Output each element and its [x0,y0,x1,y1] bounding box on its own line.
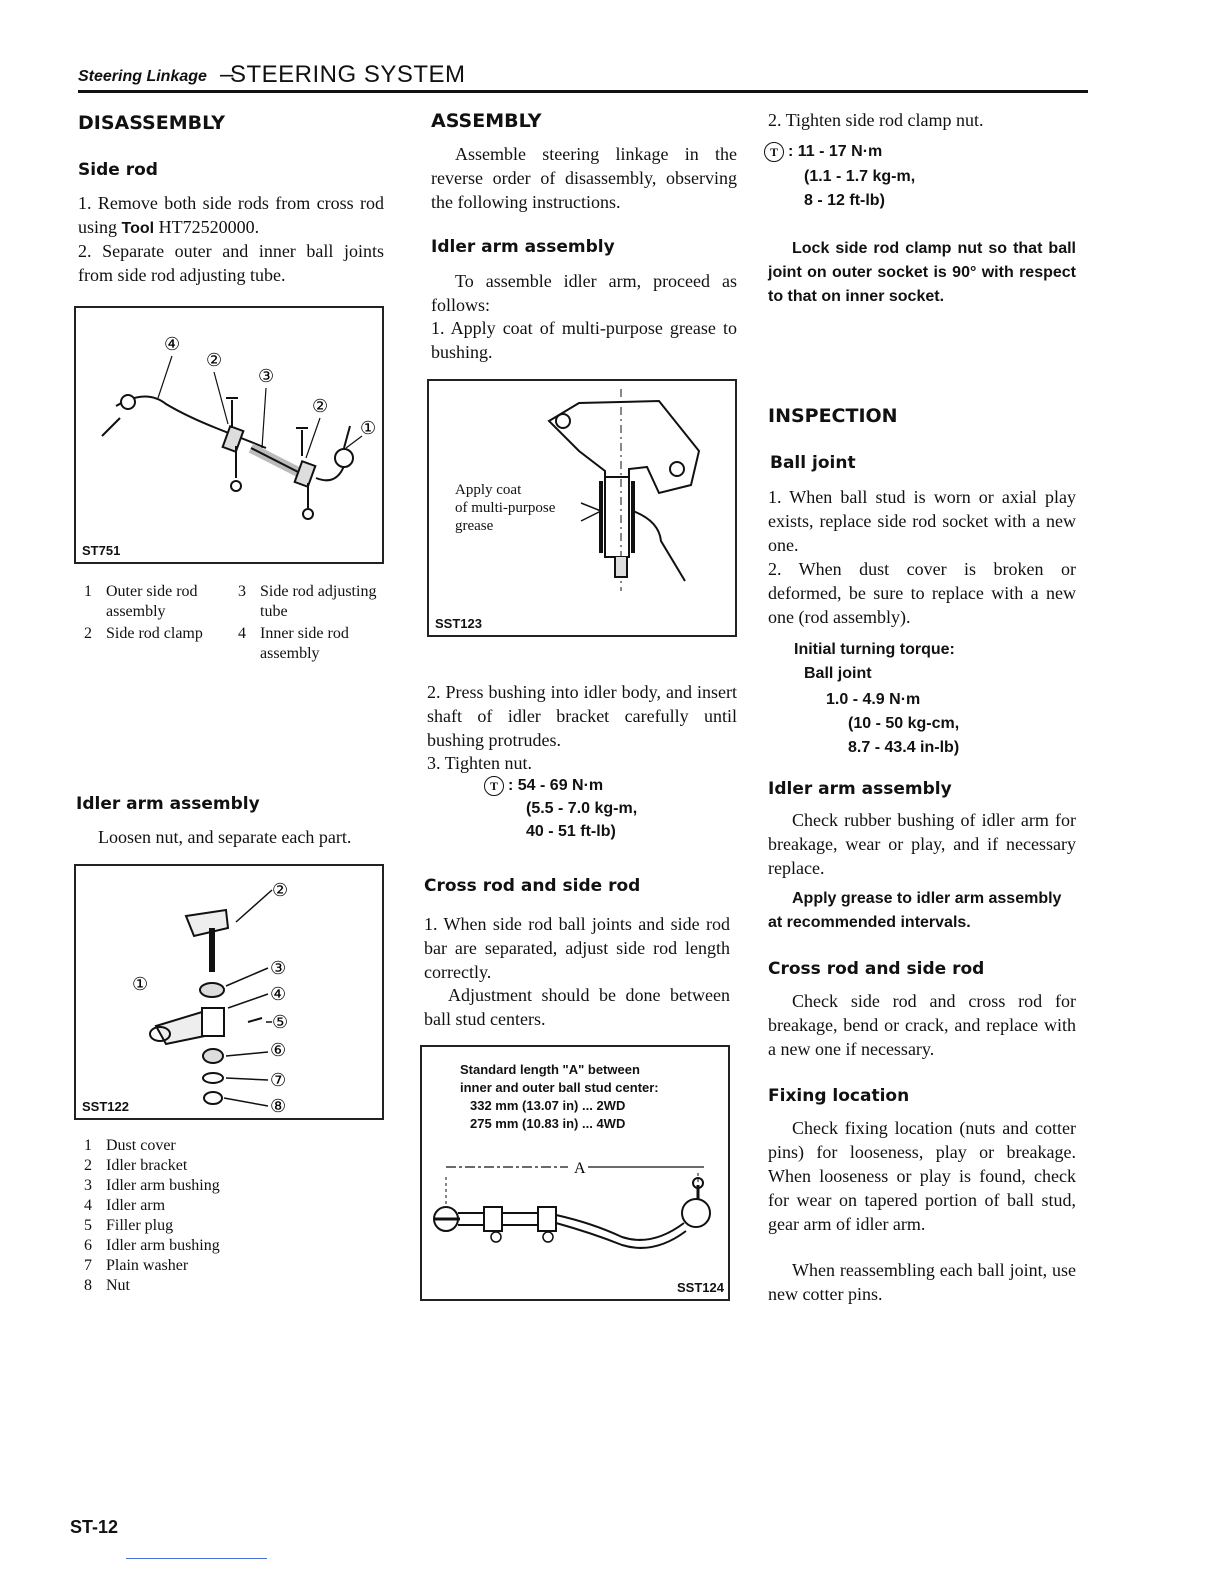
idler-step-3: 3. Tighten nut. [427,753,533,773]
torque-spec-2-kgm: (1.1 - 1.7 kg-m, [804,168,916,185]
torque-spec-2: T : 11 - 17 N·m [764,140,882,164]
ball-step-1: 1. When ball stud is worn or axial play exists, replace side rod socket with a new one. [768,487,1076,555]
callout-5: ⑤ [272,1012,289,1033]
idler-check-text: Check rubber bushing of idler arm for breakage, wear or play, and if necessary replace. [768,810,1076,878]
legend-item: 3 Side rod adjusting tube [238,583,377,620]
callout-1: ① [360,418,377,439]
nut [204,1092,222,1104]
fixing-text: Check fixing location (nuts and cotter pins) for looseness, play or breakage. When looseness or play is found, check for wear on tapered portion of ball stud, gear arm of idler arm. [768,1118,1076,1234]
torque-spec-2-ftlb: 8 - 12 ft-lb) [804,192,885,209]
standard-length-spec: Standard length "A" between inner and outer ball stud center: 332 mm (13.07 in) ... 2WD 275 mm (10.83 in) ... 4WD [460,1062,659,1131]
step-1-text: 1. Remove both side rods from cross rod using [78,193,384,237]
callout-7: ⑦ [270,1070,287,1091]
outer-rod-body [316,466,344,480]
legend-item: 2 Side rod clamp [84,625,203,642]
initial-ball-joint: Ball joint [804,665,872,682]
legend-item: 4 Inner side rod assembly [238,625,349,662]
page-header [78,58,1088,93]
outer-ball [335,449,353,467]
bushing-housing [605,477,629,557]
figure-st751 [74,306,384,564]
page-title: STEERING SYSTEM [230,61,466,88]
grease-interval-note: Apply grease to idler arm assembly at recommended intervals. [768,890,1062,931]
callout-6: ⑥ [270,1040,287,1061]
idler-arm-heading-2: Idler arm assembly [431,237,615,257]
cross-check-text: Check side rod and cross rod for breakage, bend or crack, and replace with a new one if necessary. [768,991,1076,1059]
inspection-heading: INSPECTION [768,405,898,427]
legend-item: 5 Filler plug [84,1217,174,1234]
legend-item: 4 Idler arm [84,1197,166,1214]
side-rod [556,1215,684,1240]
cross-step-1: 1. When side rod ball joints and side rod bar are separated, adjust side rod length correctly. [424,914,730,982]
clamp-right [295,461,316,486]
fixing-text-2: When reassembling each ball joint, use new cotter pins. [768,1260,1076,1304]
header-separator: – [220,61,234,88]
lower-bushing [203,1049,223,1063]
legend-item: 1 Outer side rod assembly [84,583,198,620]
inner-rod-body [116,396,266,448]
tool-label: Tool [121,220,155,237]
cross-rod-heading-1: Cross rod and side rod [424,876,641,896]
filler-plug [248,1018,262,1022]
page-number: ST-12 [70,1517,119,1537]
figure-label-st751: ST751 [82,543,121,558]
idler-step-2: 2. Press bushing into idler body, and insert shaft of idler bracket carefully until bushing protrudes. [427,682,737,750]
disassembly-step-2: 2. Separate outer and inner ball joints from side rod adjusting tube. [78,241,384,285]
clamp-left [223,426,244,451]
dust-cover [200,983,224,997]
outer-ball-socket [682,1199,710,1227]
idler-loosen-text: Loosen nut, and separate each part. [98,827,352,847]
clamp-1 [484,1207,502,1231]
torque-spec-1-kgm: (5.5 - 7.0 kg-m, [526,800,638,817]
legend-item: 3 Idler arm bushing [84,1177,220,1194]
plain-washer [203,1073,223,1083]
figure-sst124 [420,1045,730,1301]
torque-icon: T [484,776,504,796]
callout-8: ⑧ [270,1096,287,1117]
callout-2: ② [272,880,289,901]
lock-note: Lock side rod clamp nut so that ball joint on outer socket is 90° with respect to that on inner socket. [768,240,1076,305]
legend-item: 1 Dust cover [84,1137,176,1154]
legend-2 [84,1136,284,1296]
dimension-a-label: A [574,1160,586,1177]
initial-torque-kgcm: (10 - 50 kg-cm, [848,715,960,732]
inner-ball-end [121,395,135,409]
initial-torque-inlb: 8.7 - 43.4 in-lb) [848,739,960,756]
fixing-location-heading: Fixing location [768,1086,910,1106]
idler-arm-exploded-diagram [76,866,382,1118]
disassembly-heading: DISASSEMBLY [78,112,226,134]
cross-rod-diagram [422,1047,728,1299]
clamp-2 [538,1207,556,1231]
footer-rule [126,1558,267,1559]
figure-sst122 [74,864,384,1120]
section-name: Steering Linkage [78,68,207,85]
torque-icon: T [764,142,784,162]
figure-sst123 [427,379,737,637]
figure-label-sst123: SST123 [435,616,482,631]
callout-3: ③ [258,366,275,387]
legend-item: 6 Idler arm bushing [84,1237,220,1254]
idler-arm-heading-1: Idler arm assembly [76,794,260,814]
figure-label-sst124: SST124 [677,1280,724,1295]
initial-torque-nm: 1.0 - 4.9 N·m [826,691,921,708]
ball-step-2: 2. When dust cover is broken or deformed, be sure to replace with a new one (rod assembly). [768,559,1076,627]
callout-4: ④ [270,984,287,1005]
idler-step-1: 1. Apply coat of multi-purpose grease to bushing. [431,318,737,362]
torque-spec-1-ftlb: 40 - 51 ft-lb) [526,823,616,840]
cross-rod-heading-2: Cross rod and side rod [768,959,985,979]
assembly-intro: Assemble steering linkage in the reverse order of disassembly, observing the following instructions. [431,144,737,212]
legend-item: 8 Nut [84,1277,130,1294]
disassembly-step-1 [78,191,384,241]
cross-adjust-text: Adjustment should be done between ball stud centers. [424,985,730,1029]
arm-outline [633,511,685,581]
idler-arm-heading-3: Idler arm assembly [768,779,952,799]
tool-number: HT72520000. [158,217,260,237]
callout-2b: ② [312,396,329,417]
grease-callout: Apply coat of multi-purpose grease [455,482,556,534]
arm-bushing [202,1008,224,1036]
callout-1: ① [132,974,149,995]
ball-joint-heading: Ball joint [770,453,856,473]
figure-label-sst122: SST122 [82,1099,129,1114]
legend-item: 7 Plain washer [84,1257,189,1274]
torque-spec-1: T : 54 - 69 N·m [484,774,603,798]
callout-2a: ② [206,350,223,371]
inner-stud [102,418,120,436]
side-rod-heading: Side rod [78,160,158,180]
callout-3: ③ [270,958,287,979]
legend-item: 2 Idler bracket [84,1157,188,1174]
callout-4: ④ [164,334,181,355]
idler-bracket [186,910,228,936]
initial-torque-label: Initial turning torque: [794,641,955,658]
idler-intro: To assemble idler arm, proceed as follows: [431,271,737,315]
legend-1-right [238,582,388,664]
side-rod-diagram [76,308,382,562]
outer-stud [344,426,350,448]
clamp-step-2: 2. Tighten side rod clamp nut. [768,110,984,130]
legend-1-left [84,582,234,644]
assembly-heading: ASSEMBLY [431,110,542,132]
